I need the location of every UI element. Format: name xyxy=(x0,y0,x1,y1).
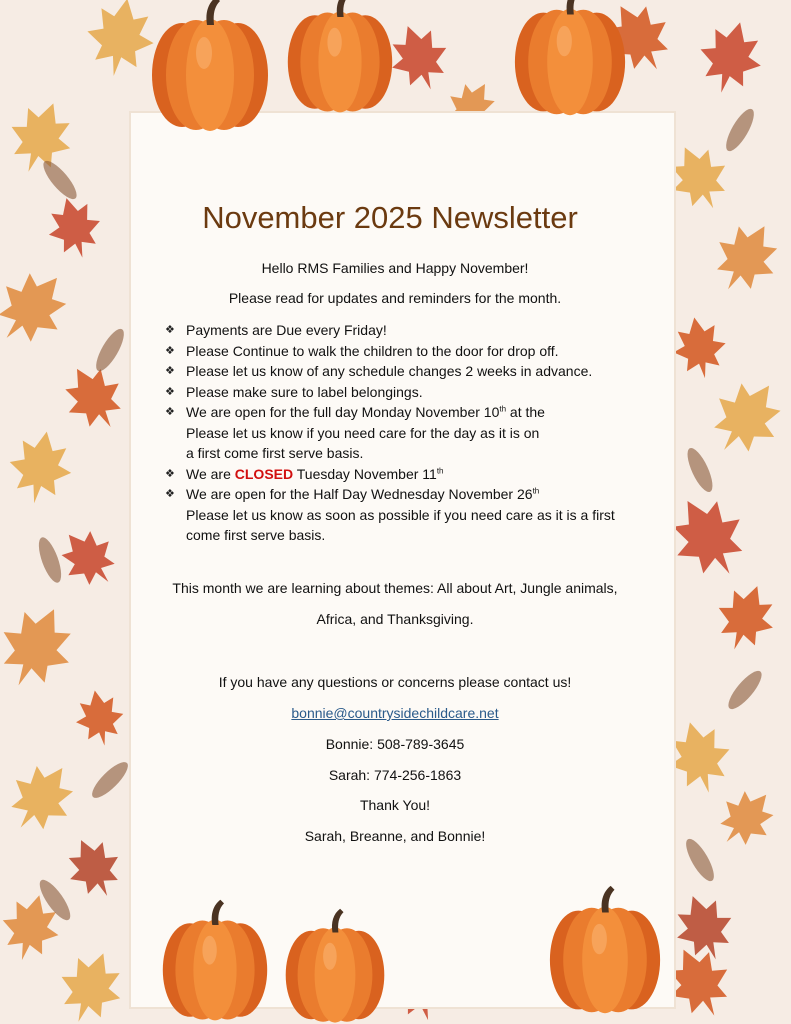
list-item: ❖ Payments are Due every Friday! xyxy=(165,320,665,341)
diamond-bullet-icon: ❖ xyxy=(165,344,175,357)
signoff: Sarah, Breanne, and Bonnie! xyxy=(304,828,486,844)
contact-intro: If you have any questions or concerns please contact us! xyxy=(218,674,572,690)
phone-sarah: Sarah: 774-256-1863 xyxy=(328,767,462,783)
newsletter-title: November 2025 Newsletter xyxy=(202,200,578,235)
list-item: ❖ We are CLOSED Tuesday November 11th xyxy=(165,464,665,485)
phone-bonnie: Bonnie: 508-789-3645 xyxy=(325,736,465,752)
email-link[interactable]: bonnie@countrysidechildcare.net xyxy=(291,705,499,721)
themes-text-continued: Africa, and Thanksgiving. xyxy=(316,611,474,627)
intro-text: Please read for updates and reminders for the month. xyxy=(228,290,562,306)
list-item: ❖ We are open for the Half Day Wednesday November 26th Please let us know as soon as possible if you need care as it is a first come first serve basis. xyxy=(165,486,615,543)
list-item: ❖ Please make sure to label belongings. xyxy=(165,382,665,403)
diamond-bullet-icon: ❖ xyxy=(165,385,175,398)
diamond-bullet-icon: ❖ xyxy=(165,467,175,480)
closed-label: CLOSED xyxy=(234,465,294,482)
email-line xyxy=(130,705,660,721)
themes-text: This month we are learning about themes: All about Art, Jungle animals, xyxy=(172,580,618,596)
list-item: ❖ We are open for the full day Monday November 10th at the Please let us know if you need care for the day as it is on a first come first serve basis. xyxy=(165,404,545,461)
diamond-bullet-icon: ❖ xyxy=(165,406,175,418)
reminder-list xyxy=(165,320,665,546)
list-item: ❖ Please Continue to walk the children to the door for drop off. xyxy=(165,341,665,362)
thank-you: Thank You! xyxy=(359,797,431,813)
diamond-bullet-icon: ❖ xyxy=(165,488,175,500)
diamond-bullet-icon: ❖ xyxy=(165,365,175,377)
list-item: ❖ Please let us know of any schedule changes 2 weeks in advance. xyxy=(165,361,665,382)
greeting: Hello RMS Families and Happy November! xyxy=(261,260,529,276)
diamond-bullet-icon: ❖ xyxy=(165,324,175,336)
